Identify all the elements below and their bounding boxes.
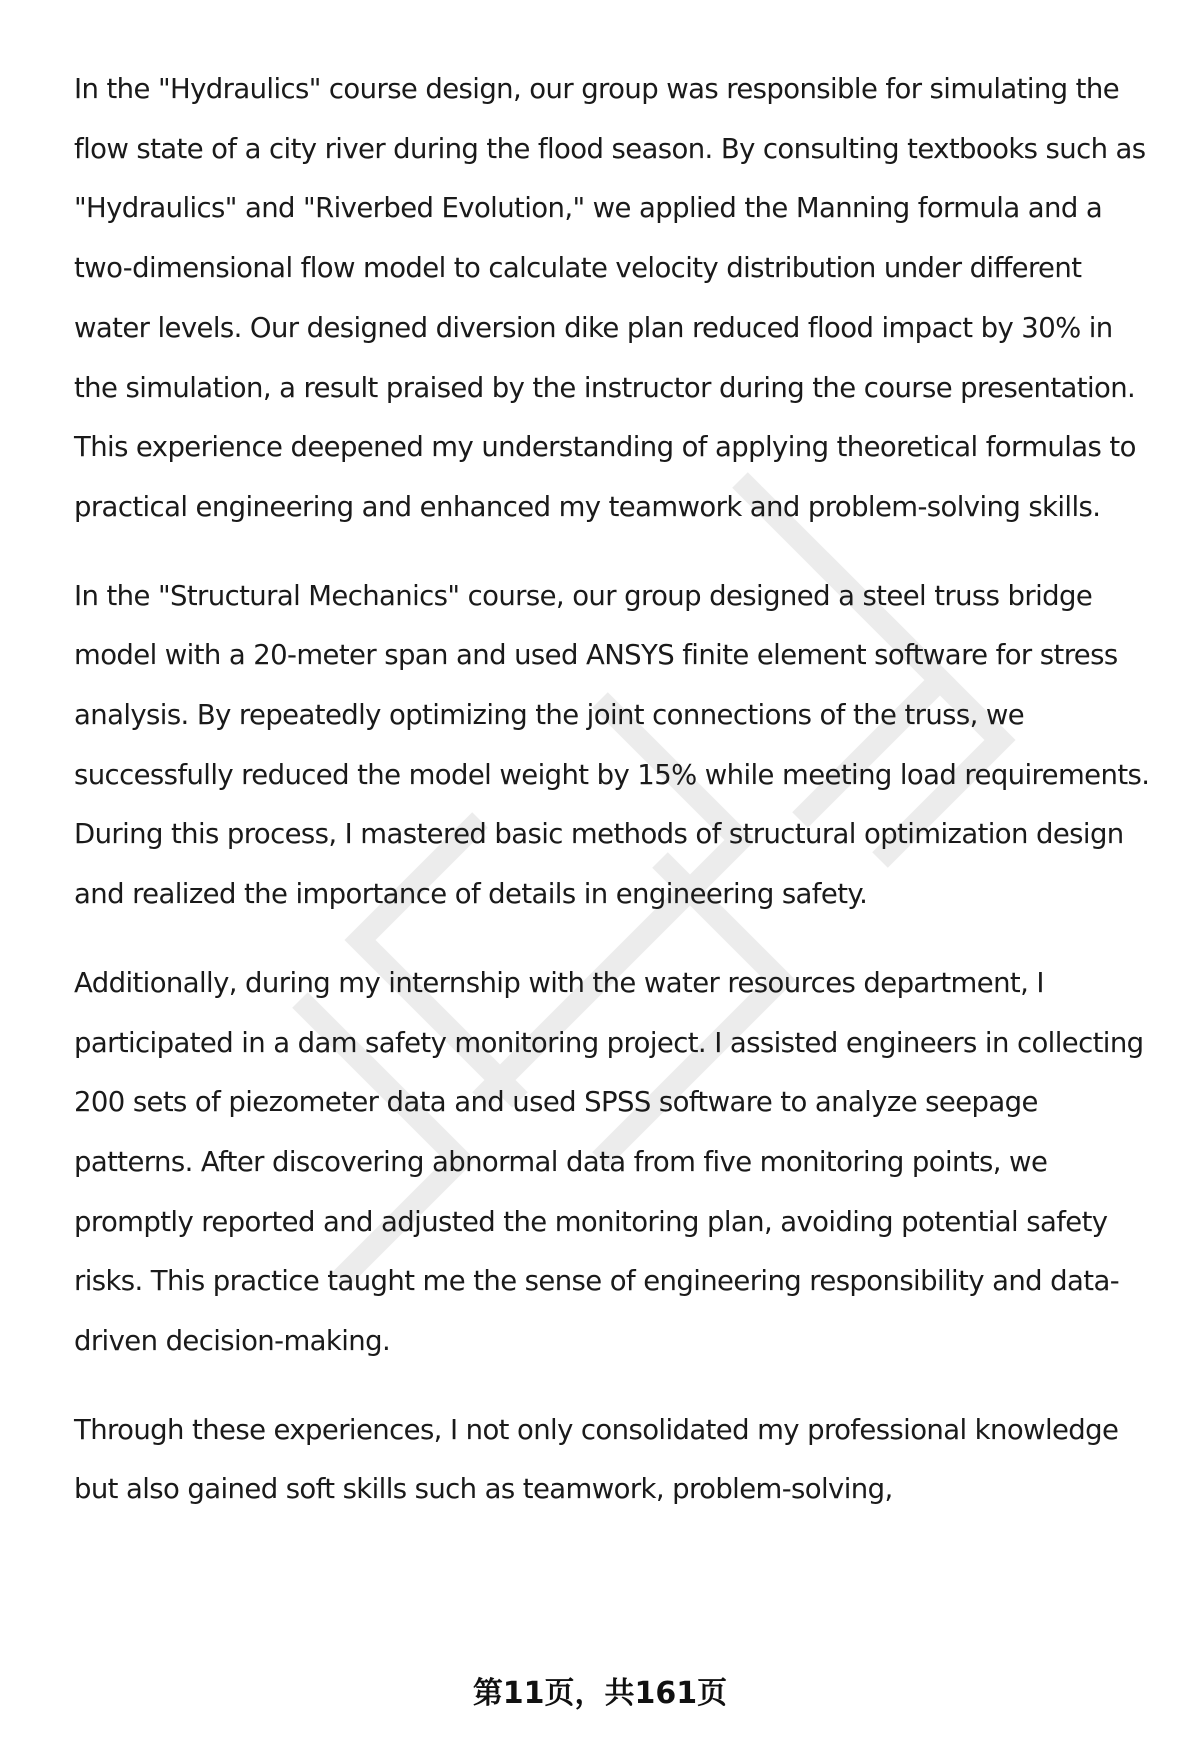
paragraph-conclusion: Through these experiences, I not only consolidated my professional knowledge but also gained soft skills such as teamwork, problem-solving, [74, 1413, 1119, 1506]
paragraph-internship: Additionally, during my internship with the water resources department, I participated in a dam safety monitoring project. I assisted engineers in collecting 200 sets of piezometer data and used SPSS software to analyze seepage patterns. After discovering abnormal data from five monitoring points, we promptly reported and adjusted the monitoring plan, avoiding potential safety risks. This practice taught me the sense of engineering responsibility and data-driven decision-making. [74, 966, 1144, 1358]
page-indicator: 第11页，共161页 [472, 1676, 728, 1711]
paragraph-structural-mechanics: In the "Structural Mechanics" course, our group designed a steel truss bridge model with a 20-meter span and used ANSYS finite element software for stress analysis. By repeatedly optimizing the joint connections of the truss, we successfully reduced the model weight by 15% while meeting load requirements. During this process, I mastered basic methods of structural optimization design and realized the importance of details in engineering safety. [74, 579, 1150, 911]
document-body [74, 60, 1164, 1549]
paragraph-hydraulics: In the "Hydraulics" course design, our group was responsible for simulating the flow state of a city river during the flood season. By consulting textbooks such as "Hydraulics" and "Riverbed Evolution," we applied the Manning formula and a two-dimensional flow model to calculate velocity distribution under different water levels. Our designed diversion dike plan reduced flood impact by 30% in the simulation, a result praised by the instructor during the course presentation. This experience deepened my understanding of applying theoretical formulas to practical engineering and enhanced my teamwork and problem-solving skills. [74, 73, 1146, 523]
